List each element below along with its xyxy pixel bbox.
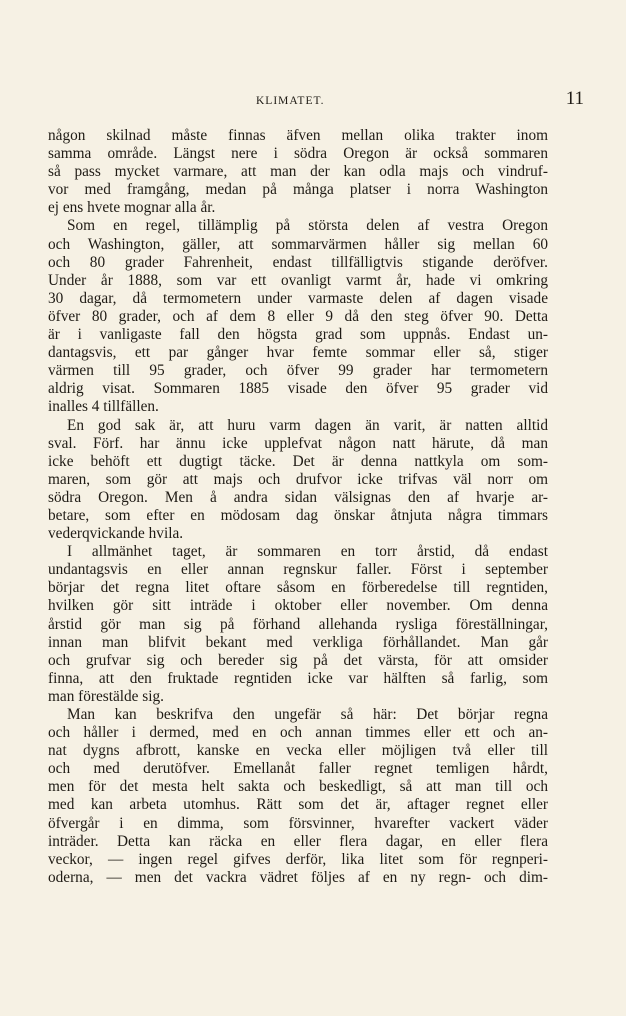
text-line: betare, som efter en mödosam dag önskar åtnjuta några timmars [48,506,548,524]
text-line: Under år 1888, som var ett ovanligt varmt år, hade vi omkring [48,271,548,289]
text-line: veckor, — ingen regel gifves derför, lika litet som för regnperi- [48,850,548,868]
text-line: och med derutöfver. Emellanåt faller regnet temligen hårdt, [48,760,548,778]
text-line: hvilken gör sitt inträde i oktober eller november. Om denna [48,597,548,615]
page-header [48,88,584,116]
text-line: och grufvar sig och bereder sig på det värsta, för att omsider [48,651,548,669]
text-line: och håller i dermed, med en och annan timmes eller ett och an- [48,724,548,742]
text-line: och Washington, gäller, att sommarvärmen håller sig mellan 60 [48,235,548,253]
text-line: men för det mesta helt sakta och beskedligt, så att man till och [48,778,548,796]
text-line: En god sak är, att huru varm dagen än varit, är natten alltid [67,416,548,434]
text-line: värmen till 95 grader, och öfver 99 grader har termometern [48,362,548,380]
text-line: södra Oregon. Men å andra sidan välsignas den af hvarje ar- [48,488,548,506]
text-line: man förestälde sig. [48,687,164,705]
text-line: icke behöft ett dugtigt täcke. Det är denna nattkyla om som- [48,452,548,470]
text-line: Som en regel, tillämplig på största delen af vestra Oregon [67,217,548,235]
text-line: nat dygns afbrott, kanske en vecka eller möjligen två eller till [48,742,548,760]
text-line: dantagsvis, ett par gånger hvar femte sommar eller så, stiger [48,344,548,362]
text-line: innan man blifvit bekant med verkliga förhållandet. Man går [48,633,548,651]
text-line: samma område. Längst nere i södra Oregon är också sommaren [48,145,548,163]
text-line: öfver 80 grader, och af dem 8 eller 9 då den steg öfver 90. Detta [48,307,548,325]
text-line: aldrig visat. Sommaren 1885 visade den öfver 95 grader vid [48,380,548,398]
text-line: vor med framgång, medan på många platser i norra Washington [48,181,548,199]
text-line: så pass mycket varmare, att man der kan odla majs och vindruf- [48,163,548,181]
text-line: med kan arbeta utomhus. Rätt som det är, aftager regnet eller [48,796,548,814]
text-line: finna, att den fruktade regntiden icke var hälften så farlig, som [48,669,548,687]
text-line: årstid gör man sig på förhand allehanda rysliga föreställningar, [48,615,548,633]
text-line: ej ens hvete mognar alla år. [48,199,216,217]
text-line: sval. Förf. har ännu icke upplefvat någon natt härute, då man [48,434,548,452]
text-line: oderna, — men det vackra vädret följes af en ny regn- och dim- [48,868,548,886]
text-line: är i vanligaste fall den högsta grad som uppnås. Endast un- [48,326,548,344]
body-text [48,127,548,887]
text-line: inalles 4 tillfällen. [48,398,159,416]
running-head: KLIMATET. [256,95,325,107]
text-line: någon skilnad måste finnas äfven mellan olika trakter inom [48,127,548,144]
text-line: och 80 grader Fahrenheit, endast tillfälligtvis stigande deröfver. [48,253,548,271]
text-line: börjar det regna litet oftare såsom en förberedelse till regntiden, [48,579,548,597]
text-line: maren, som gör att majs och drufvor icke trifvas väl norr om [48,470,548,488]
text-line: vederqvickande hvila. [48,525,184,543]
text-line: Man kan beskrifva den ungefär så här: Det börjar regna [67,706,548,723]
text-line: inträder. Detta kan räcka en eller flera dagar, en eller flera [48,832,548,850]
page-number: 11 [565,88,584,109]
text-line: 30 dagar, då termometern under varmaste delen af dagen visade [48,289,548,307]
text-line: öfvergår i en dimma, som försvinner, hvarefter vackert väder [48,814,548,832]
text-line: undantagsvis en eller annan regnskur faller. Först i september [48,561,548,579]
text-line: I allmänhet taget, är sommaren en torr årstid, då endast [67,543,548,561]
